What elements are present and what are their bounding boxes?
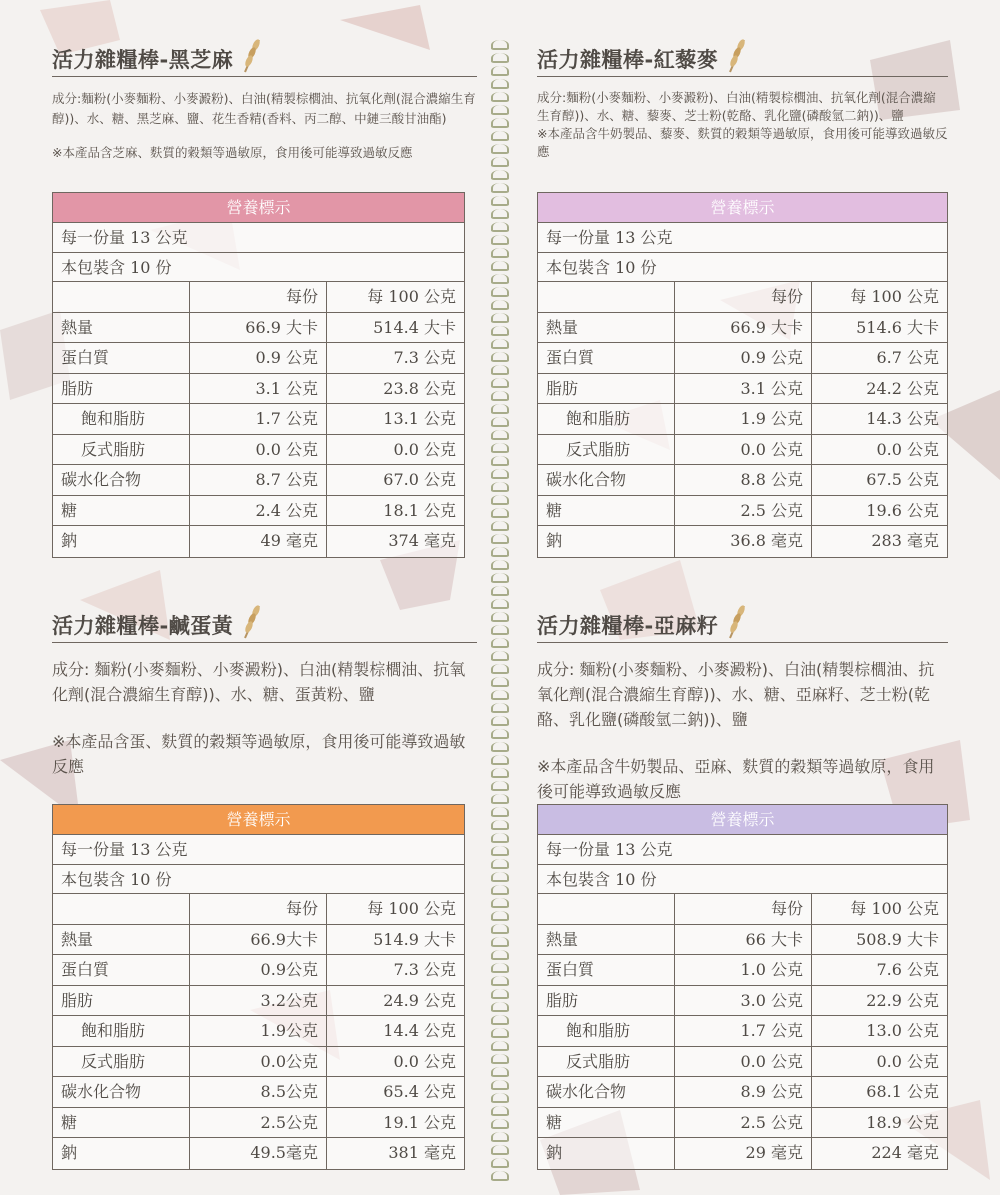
nutrient-name: 脂肪 (53, 986, 190, 1016)
nutrient-per-100g: 6.7 公克 (876, 348, 939, 368)
wheat-kernel (491, 300, 509, 310)
nutrient-per-serving: 1.7 公克 (675, 1016, 812, 1046)
nutrient-per-100g: 19.1 公克 (383, 1112, 456, 1132)
wheat-kernel (491, 690, 509, 700)
nutrient-row (53, 1047, 464, 1078)
allergen-warning: ※本產品含芝麻、麩質的穀類等過敏原，食用後可能導致過敏反應 (52, 145, 413, 160)
nutrient-name: 鈉 (53, 1138, 190, 1169)
wheat-kernel (491, 1145, 509, 1155)
serving-size: 每一份量 13 公克 (53, 835, 464, 865)
product-panel-red-quinoa (537, 34, 948, 161)
wheat-kernel (491, 729, 509, 739)
nutrient-row (53, 465, 464, 496)
nutrient-per-serving: 1.0 公克 (675, 955, 812, 985)
nutrient-name: 糖 (538, 496, 675, 526)
nutrition-table-header: 營養標示 (538, 805, 947, 835)
wheat-kernel (491, 1171, 509, 1181)
wheat-kernel (491, 911, 509, 921)
nutrient-row (538, 435, 947, 466)
wheat-kernel (491, 365, 509, 375)
serving-size: 每一份量 13 公克 (53, 223, 464, 253)
nutrient-per-serving: 8.5公克 (190, 1077, 327, 1107)
allergen-warning: ※本產品含牛奶製品、藜麥、麩質的穀類等過敏原，食用後可能導致過敏反應 (537, 126, 948, 159)
wheat-kernel (491, 105, 509, 115)
servings-per-package: 本包裝含 10 份 (53, 253, 464, 283)
nutrient-per-100g: 68.1 公克 (866, 1082, 939, 1102)
nutrient-per-serving: 29 毫克 (675, 1138, 812, 1169)
wheat-kernel (491, 794, 509, 804)
nutrient-name: 飽和脂肪 (538, 404, 675, 434)
product-title: 活力雜糧棒-鹹蛋黃 (52, 600, 477, 643)
nutrient-grid (538, 282, 947, 557)
nutrient-per-serving: 0.9 公克 (190, 343, 327, 373)
nutrient-per-100g: 18.1 公克 (383, 500, 456, 520)
nutrient-per-100g: 514.9 大卡 (373, 929, 456, 949)
per-100g-header: 每 100 公克 (367, 287, 456, 307)
per-serving-header: 每份 (675, 894, 812, 924)
nutrient-name: 脂肪 (538, 986, 675, 1016)
wheat-kernel (491, 1002, 509, 1012)
nutrient-per-serving: 2.5 公克 (675, 496, 812, 526)
wheat-kernel (491, 287, 509, 297)
nutrient-per-100g: 0.0 公克 (876, 439, 939, 459)
nutrient-per-100g: 7.6 公克 (876, 960, 939, 980)
wheat-kernel (491, 1093, 509, 1103)
nutrition-table-header: 營養標示 (538, 193, 947, 223)
nutrient-per-serving: 0.0 公克 (190, 435, 327, 465)
wheat-kernel (491, 391, 509, 401)
wheat-kernel (491, 183, 509, 193)
wheat-kernel (491, 976, 509, 986)
nutrient-per-100g: 13.0 公克 (866, 1021, 939, 1041)
column-header-row (538, 282, 947, 313)
nutrient-name: 反式脂肪 (53, 1047, 190, 1077)
nutrient-name: 碳水化合物 (538, 1077, 675, 1107)
nutrient-row (538, 313, 947, 344)
nutrition-table (52, 192, 465, 558)
nutrient-name: 熱量 (53, 313, 190, 343)
nutrient-per-serving: 0.9 公克 (675, 343, 812, 373)
allergen-warning: ※本產品含蛋、麩質的穀類等過敏原，食用後可能導致過敏反應 (52, 732, 466, 776)
nutrient-name: 熱量 (538, 313, 675, 343)
nutrient-row (538, 404, 947, 435)
nutrient-per-100g: 224 毫克 (871, 1143, 939, 1163)
nutrient-row (53, 435, 464, 466)
nutrient-name: 反式脂肪 (538, 1047, 675, 1077)
nutrient-row (538, 465, 947, 496)
nutrient-per-serving: 1.7 公克 (190, 404, 327, 434)
wheat-kernel (491, 404, 509, 414)
nutrient-per-100g: 514.4 大卡 (373, 317, 456, 337)
wheat-kernel (491, 66, 509, 76)
wheat-kernel (491, 1132, 509, 1142)
wheat-kernel (491, 560, 509, 570)
wheat-kernel (491, 703, 509, 713)
nutrient-row (53, 526, 464, 557)
wheat-kernel (491, 716, 509, 726)
nutrient-per-100g: 18.9 公克 (866, 1112, 939, 1132)
nutrient-per-100g: 374 毫克 (388, 531, 456, 551)
nutrient-name: 糖 (53, 496, 190, 526)
nutrient-per-serving: 66.9 大卡 (190, 313, 327, 343)
nutrient-row (53, 404, 464, 435)
nutrient-row (538, 1077, 947, 1108)
wheat-kernel (491, 430, 509, 440)
nutrient-per-100g: 7.3 公克 (393, 348, 456, 368)
nutrient-row (53, 313, 464, 344)
nutrient-row (538, 986, 947, 1017)
nutrient-per-100g: 13.1 公克 (383, 409, 456, 429)
nutrient-row (53, 343, 464, 374)
wheat-kernel (491, 92, 509, 102)
nutrient-per-serving: 8.8 公克 (675, 465, 812, 495)
nutrient-row (53, 1138, 464, 1169)
nutrient-name: 碳水化合物 (538, 465, 675, 495)
nutrient-row (53, 1108, 464, 1139)
nutrient-per-100g: 22.9 公克 (866, 990, 939, 1010)
nutrient-row (538, 1138, 947, 1169)
product-panel-black-sesame (52, 34, 477, 163)
column-header-row (53, 894, 464, 925)
wheat-kernel (491, 196, 509, 206)
wheat-kernel (491, 833, 509, 843)
wheat-kernel (491, 885, 509, 895)
nutrient-name: 碳水化合物 (53, 1077, 190, 1107)
wheat-icon (724, 602, 750, 640)
wheat-kernel (491, 378, 509, 388)
nutrient-per-serving: 1.9 公克 (675, 404, 812, 434)
nutrient-per-serving: 66 大卡 (675, 925, 812, 955)
nutrient-name: 飽和脂肪 (53, 1016, 190, 1046)
nutrient-row (538, 1047, 947, 1078)
nutrient-row (538, 925, 947, 956)
nutrient-row (538, 526, 947, 557)
servings-per-package: 本包裝含 10 份 (53, 865, 464, 895)
wheat-kernel (491, 898, 509, 908)
wheat-kernel (491, 1015, 509, 1025)
per-serving-header: 每份 (190, 894, 327, 924)
wheat-kernel (491, 118, 509, 128)
wheat-icon (724, 36, 750, 74)
nutrient-per-100g: 381 毫克 (388, 1143, 456, 1163)
nutrient-name: 鈉 (53, 526, 190, 557)
nutrient-name: 脂肪 (538, 374, 675, 404)
nutrient-per-100g: 0.0 公克 (876, 1051, 939, 1071)
ingredients-text: 成分:麵粉(小麥麵粉、小麥澱粉)、白油(精製棕櫚油、抗氧化劑(混合濃縮生育醇))、水、糖、藜麥、芝士粉(乾酪、乳化鹽(磷酸氫二鈉))、鹽 (537, 90, 936, 123)
nutrient-row (538, 374, 947, 405)
wheat-kernel (491, 586, 509, 596)
nutrient-per-100g: 0.0 公克 (393, 1051, 456, 1071)
nutrient-row (538, 1108, 947, 1139)
per-100g-header: 每 100 公克 (850, 899, 939, 919)
wheat-kernel (491, 963, 509, 973)
wheat-kernel (491, 1054, 509, 1064)
wheat-kernel (491, 131, 509, 141)
wheat-kernel (491, 170, 509, 180)
wheat-kernel (491, 1028, 509, 1038)
wheat-kernel (491, 924, 509, 934)
nutrient-per-serving: 3.2公克 (190, 986, 327, 1016)
servings-per-package: 本包裝含 10 份 (538, 253, 947, 283)
wheat-kernel (491, 677, 509, 687)
nutrient-row (53, 1077, 464, 1108)
per-100g-header: 每 100 公克 (850, 287, 939, 307)
nutrient-per-100g: 283 毫克 (871, 531, 939, 551)
nutrient-grid (53, 282, 464, 557)
nutrient-per-serving: 0.0 公克 (675, 435, 812, 465)
nutrient-per-100g: 7.3 公克 (393, 960, 456, 980)
wheat-kernel (491, 547, 509, 557)
nutrition-table-header: 營養標示 (53, 193, 464, 223)
nutrient-row (53, 1016, 464, 1047)
wheat-kernel (491, 469, 509, 479)
wheat-kernel (491, 456, 509, 466)
nutrient-per-serving: 2.5公克 (190, 1108, 327, 1138)
wheat-kernel (491, 651, 509, 661)
product-panel-salted-egg-yolk (52, 600, 477, 779)
nutrient-row (538, 1016, 947, 1047)
nutrient-name: 蛋白質 (538, 343, 675, 373)
nutrient-per-serving: 3.1 公克 (675, 374, 812, 404)
allergen-warning: ※本產品含牛奶製品、亞麻、麩質的穀類等過敏原，食用後可能導致過敏反應 (537, 757, 935, 801)
wheat-kernel (491, 157, 509, 167)
wheat-icon (239, 36, 265, 74)
nutrition-table (537, 192, 948, 558)
nutrient-per-serving: 8.9 公克 (675, 1077, 812, 1107)
nutrient-name: 熱量 (53, 925, 190, 955)
wheat-icon (239, 602, 265, 640)
wheat-kernel (491, 1080, 509, 1090)
wheat-kernel (491, 248, 509, 258)
column-header-row (53, 282, 464, 313)
wheat-kernel (491, 508, 509, 518)
per-serving-header: 每份 (675, 282, 812, 312)
wheat-kernel (491, 1158, 509, 1168)
wheat-kernel (491, 872, 509, 882)
wheat-kernel (491, 443, 509, 453)
nutrient-name: 糖 (53, 1108, 190, 1138)
nutrient-per-serving: 8.7 公克 (190, 465, 327, 495)
wheat-kernel (491, 599, 509, 609)
nutrient-per-serving: 66.9 大卡 (675, 313, 812, 343)
nutrient-per-serving: 2.5 公克 (675, 1108, 812, 1138)
nutrient-name: 飽和脂肪 (538, 1016, 675, 1046)
nutrient-per-100g: 0.0 公克 (393, 439, 456, 459)
wheat-kernel (491, 937, 509, 947)
wheat-kernel (491, 1041, 509, 1051)
wheat-kernel (491, 859, 509, 869)
wheat-kernel (491, 326, 509, 336)
nutrient-per-serving: 36.8 毫克 (675, 526, 812, 557)
product-title: 活力雜糧棒-紅藜麥 (537, 34, 948, 77)
nutrient-per-serving: 2.4 公克 (190, 496, 327, 526)
nutrient-per-serving: 0.0公克 (190, 1047, 327, 1077)
servings-per-package: 本包裝含 10 份 (538, 865, 947, 895)
wheat-kernel (491, 768, 509, 778)
wheat-kernel (491, 950, 509, 960)
nutrient-name: 鈉 (538, 1138, 675, 1169)
nutrient-name: 熱量 (538, 925, 675, 955)
nutrition-table (537, 804, 948, 1170)
ingredients-text: 成分: 麵粉(小麥麵粉、小麥澱粉)、白油(精製棕櫚油、抗氧化劑(混合濃縮生育醇))、水、糖、蛋黃粉、鹽 (52, 660, 466, 704)
wheat-kernel (491, 79, 509, 89)
nutrient-per-serving: 0.9公克 (190, 955, 327, 985)
nutrient-per-100g: 14.3 公克 (866, 409, 939, 429)
nutrient-per-serving: 3.0 公克 (675, 986, 812, 1016)
serving-size: 每一份量 13 公克 (538, 835, 947, 865)
nutrient-per-100g: 508.9 大卡 (856, 929, 939, 949)
wheat-kernel (491, 521, 509, 531)
nutrient-per-100g: 67.0 公克 (383, 470, 456, 490)
ingredients-text: 成分: 麵粉(小麥麵粉、小麥澱粉)、白油(精製棕櫚油、抗氧化劑(混合濃縮生育醇))、水、糖、亞麻籽、芝士粉(乾酪、乳化鹽(磷酸氫二鈉))、鹽 (537, 660, 935, 729)
wheat-kernel (491, 1067, 509, 1077)
nutrient-name: 鈉 (538, 526, 675, 557)
wheat-kernel (491, 742, 509, 752)
nutrient-name: 飽和脂肪 (53, 404, 190, 434)
wheat-kernel (491, 638, 509, 648)
wheat-kernel (491, 313, 509, 323)
wheat-kernel (491, 53, 509, 63)
wheat-kernel (491, 1106, 509, 1116)
nutrient-row (53, 374, 464, 405)
nutrient-per-serving: 3.1 公克 (190, 374, 327, 404)
column-header-row (538, 894, 947, 925)
nutrient-name: 碳水化合物 (53, 465, 190, 495)
wheat-kernel (491, 40, 509, 50)
wheat-kernel (491, 573, 509, 583)
nutrient-per-100g: 14.4 公克 (383, 1021, 456, 1041)
wheat-kernel (491, 144, 509, 154)
wheat-kernel (491, 664, 509, 674)
per-100g-header: 每 100 公克 (367, 899, 456, 919)
wheat-kernel (491, 222, 509, 232)
wheat-kernel (491, 261, 509, 271)
wheat-kernel (491, 209, 509, 219)
wheat-kernel (491, 807, 509, 817)
nutrition-table-header: 營養標示 (53, 805, 464, 835)
nutrient-row (538, 496, 947, 527)
product-title: 活力雜糧棒-亞麻籽 (537, 600, 948, 643)
nutrient-per-serving: 49 毫克 (190, 526, 327, 557)
nutrient-name: 脂肪 (53, 374, 190, 404)
nutrient-row (53, 955, 464, 986)
nutrient-per-100g: 67.5 公克 (866, 470, 939, 490)
wheat-kernel (491, 989, 509, 999)
nutrient-per-100g: 65.4 公克 (383, 1082, 456, 1102)
nutrient-per-100g: 514.6 大卡 (856, 317, 939, 337)
nutrient-grid (538, 894, 947, 1169)
wheat-kernel (491, 534, 509, 544)
nutrient-per-serving: 66.9大卡 (190, 925, 327, 955)
nutrition-table (52, 804, 465, 1170)
nutrient-name: 蛋白質 (53, 343, 190, 373)
nutrient-grid (53, 894, 464, 1169)
wheat-kernel (491, 417, 509, 427)
wheat-kernel (491, 1119, 509, 1129)
wheat-kernel (491, 352, 509, 362)
nutrient-name: 反式脂肪 (53, 435, 190, 465)
wheat-divider (488, 40, 512, 1190)
wheat-kernel (491, 274, 509, 284)
ingredients-text: 成分:麵粉(小麥麵粉、小麥澱粉)、白油(精製棕櫚油、抗氧化劑(混合濃縮生育醇))、水、糖、黑芝麻、鹽、花生香精(香料、丙二醇、中鏈三酸甘油酯) (52, 91, 476, 126)
wheat-kernel (491, 235, 509, 245)
nutrient-row (53, 925, 464, 956)
wheat-kernel (491, 755, 509, 765)
product-title: 活力雜糧棒-黑芝麻 (52, 34, 477, 77)
wheat-kernel (491, 781, 509, 791)
serving-size: 每一份量 13 公克 (538, 223, 947, 253)
nutrient-per-100g: 24.2 公克 (866, 378, 939, 398)
per-serving-header: 每份 (190, 282, 327, 312)
nutrient-row (538, 955, 947, 986)
wheat-kernel (491, 495, 509, 505)
nutrient-per-serving: 1.9公克 (190, 1016, 327, 1046)
nutrient-name: 蛋白質 (538, 955, 675, 985)
wheat-kernel (491, 482, 509, 492)
nutrient-per-serving: 49.5毫克 (190, 1138, 327, 1169)
nutrient-per-100g: 24.9 公克 (383, 990, 456, 1010)
nutrient-row (53, 496, 464, 527)
nutrient-per-100g: 19.6 公克 (866, 500, 939, 520)
product-panel-flaxseed (537, 600, 948, 804)
nutrient-row (53, 986, 464, 1017)
nutrient-name: 糖 (538, 1108, 675, 1138)
wheat-kernel (491, 339, 509, 349)
nutrient-per-serving: 0.0 公克 (675, 1047, 812, 1077)
nutrient-per-100g: 23.8 公克 (383, 378, 456, 398)
wheat-kernel (491, 846, 509, 856)
wheat-kernel (491, 625, 509, 635)
wheat-kernel (491, 612, 509, 622)
wheat-kernel (491, 820, 509, 830)
nutrient-name: 蛋白質 (53, 955, 190, 985)
nutrient-name: 反式脂肪 (538, 435, 675, 465)
nutrient-row (538, 343, 947, 374)
